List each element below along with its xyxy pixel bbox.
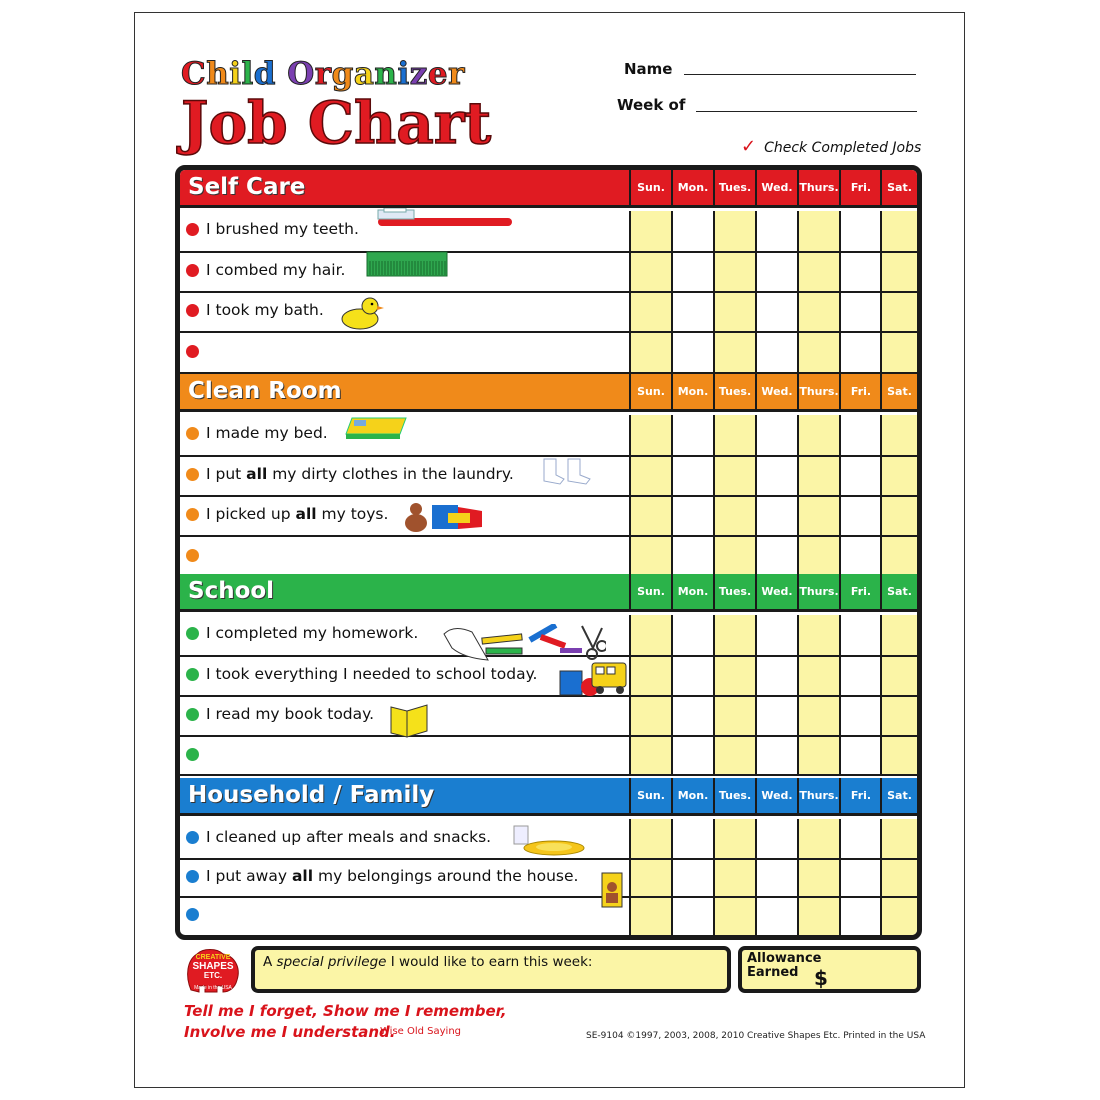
week-of-line[interactable] <box>696 111 917 112</box>
task-row <box>180 497 917 537</box>
day-header: Thurs. <box>797 170 839 205</box>
check-cell-thurs[interactable] <box>797 860 839 896</box>
name-line[interactable] <box>684 74 916 75</box>
bullet-icon <box>186 831 199 844</box>
check-legend <box>741 136 921 157</box>
day-header: Sun. <box>629 374 671 409</box>
plate-icon <box>510 824 590 860</box>
logo-line4: Made in the USA <box>194 985 232 991</box>
day-header: Thurs. <box>797 778 839 813</box>
check-cell-sat[interactable] <box>880 657 917 695</box>
special-privilege-box[interactable] <box>251 946 731 993</box>
task-label: I combed my hair. <box>206 261 346 279</box>
check-cell-sat[interactable] <box>880 537 917 576</box>
bullet-icon <box>186 508 199 521</box>
bullet-icon <box>186 468 199 481</box>
check-cell-sat[interactable] <box>880 211 917 251</box>
check-cell-sun[interactable] <box>629 737 671 774</box>
check-cell-thurs[interactable] <box>797 697 839 735</box>
day-header: Tues. <box>713 574 755 609</box>
bullet-icon <box>186 264 199 277</box>
check-cell-sat[interactable] <box>880 457 917 495</box>
check-cell-wed[interactable] <box>755 819 797 858</box>
allowance-box[interactable] <box>738 946 921 993</box>
task-cell <box>180 898 629 936</box>
bus-icon <box>558 661 628 701</box>
task-label: I completed my homework. <box>206 624 419 642</box>
day-header: Thurs. <box>797 574 839 609</box>
check-cell-sun[interactable] <box>629 457 671 495</box>
bullet-icon <box>186 708 199 721</box>
toothbrush-icon <box>376 208 516 234</box>
title-child-organizer: Child Organizer <box>181 56 465 92</box>
check-cell-sun[interactable] <box>629 211 671 251</box>
check-cell-fri[interactable] <box>839 457 881 495</box>
check-cell-tues[interactable] <box>713 211 755 251</box>
bullet-icon <box>186 748 199 761</box>
task-row <box>180 333 917 374</box>
task-label: I made my bed. <box>206 424 328 442</box>
task-row <box>180 211 917 253</box>
bullet-icon <box>186 304 199 317</box>
section-title: Clean Room <box>188 378 342 404</box>
section-header <box>180 374 917 412</box>
check-cell-sun[interactable] <box>629 860 671 896</box>
check-cell-mon[interactable] <box>671 737 713 774</box>
task-row <box>180 293 917 333</box>
allowance-label: Allowance Earned <box>747 951 822 980</box>
task-label: I put all my dirty clothes in the laundry. <box>206 465 514 483</box>
task-row <box>180 657 917 697</box>
check-cell-sun[interactable] <box>629 497 671 535</box>
blank-task-field[interactable] <box>206 541 616 572</box>
check-cell-sat[interactable] <box>880 415 917 455</box>
check-cell-sun[interactable] <box>629 615 671 655</box>
blank-task-field[interactable] <box>206 337 616 368</box>
check-cell-fri[interactable] <box>839 737 881 774</box>
task-label: I took my bath. <box>206 301 324 319</box>
bed-icon <box>344 414 408 446</box>
bullet-icon <box>186 549 199 562</box>
check-cell-fri[interactable] <box>839 819 881 858</box>
day-header: Fri. <box>839 170 881 205</box>
check-cell-thurs[interactable] <box>797 898 839 936</box>
task-row <box>180 253 917 293</box>
day-header: Sat. <box>880 170 917 205</box>
check-cell-thurs[interactable] <box>797 497 839 535</box>
check-cell-mon[interactable] <box>671 415 713 455</box>
check-cell-sun[interactable] <box>629 819 671 858</box>
motto-line1: Tell me I forget, Show me I remember, <box>184 1002 507 1020</box>
task-cell <box>180 537 629 576</box>
day-header: Mon. <box>671 574 713 609</box>
check-cell-mon[interactable] <box>671 898 713 936</box>
check-cell-wed[interactable] <box>755 697 797 735</box>
check-cell-fri[interactable] <box>839 860 881 896</box>
day-header: Fri. <box>839 574 881 609</box>
task-row <box>180 860 917 898</box>
day-header: Wed. <box>755 170 797 205</box>
task-cell <box>180 497 629 535</box>
check-cell-wed[interactable] <box>755 537 797 576</box>
section-household-family <box>180 778 917 936</box>
day-header: Wed. <box>755 374 797 409</box>
check-cell-fri[interactable] <box>839 211 881 251</box>
copyright-footer: SE-9104 ©1997, 2003, 2008, 2010 Creative Shapes Etc. Printed in the USA <box>586 1031 926 1041</box>
check-cell-sat[interactable] <box>880 898 917 936</box>
creative-shapes-logo <box>183 946 243 996</box>
check-cell-mon[interactable] <box>671 293 713 331</box>
check-cell-sat[interactable] <box>880 497 917 535</box>
name-label: Name <box>624 60 673 78</box>
check-cell-tues[interactable] <box>713 457 755 495</box>
logo-line1: CREATIVE <box>195 954 231 961</box>
task-cell <box>180 819 629 858</box>
check-cell-sun[interactable] <box>629 293 671 331</box>
check-cell-sun[interactable] <box>629 333 671 372</box>
job-chart-grid <box>175 165 922 940</box>
check-cell-mon[interactable] <box>671 537 713 576</box>
check-cell-sat[interactable] <box>880 253 917 291</box>
section-self-care <box>180 170 917 374</box>
day-header: Wed. <box>755 778 797 813</box>
check-cell-wed[interactable] <box>755 860 797 896</box>
title-job-chart: Job Chart <box>181 89 492 157</box>
task-row <box>180 737 917 776</box>
section-header <box>180 170 917 208</box>
check-legend-text: Check Completed Jobs <box>764 140 922 156</box>
bullet-icon <box>186 345 199 358</box>
day-header: Sun. <box>629 778 671 813</box>
check-cell-mon[interactable] <box>671 697 713 735</box>
check-cell-sun[interactable] <box>629 415 671 455</box>
day-header: Sun. <box>629 574 671 609</box>
check-cell-wed[interactable] <box>755 737 797 774</box>
task-label: I picked up all my toys. <box>206 505 389 523</box>
check-cell-mon[interactable] <box>671 333 713 372</box>
check-cell-sun[interactable] <box>629 253 671 291</box>
check-cell-mon[interactable] <box>671 497 713 535</box>
task-label: I cleaned up after meals and snacks. <box>206 827 492 846</box>
check-cell-mon[interactable] <box>671 615 713 655</box>
check-cell-sat[interactable] <box>880 860 917 896</box>
check-cell-sun[interactable] <box>629 697 671 735</box>
check-cell-tues[interactable] <box>713 819 755 858</box>
bullet-icon <box>186 668 199 681</box>
check-cell-mon[interactable] <box>671 457 713 495</box>
check-cell-wed[interactable] <box>755 415 797 455</box>
task-cell <box>180 657 629 695</box>
check-cell-fri[interactable] <box>839 497 881 535</box>
check-cell-wed[interactable] <box>755 457 797 495</box>
check-cell-fri[interactable] <box>839 293 881 331</box>
task-cell <box>180 253 629 291</box>
check-cell-fri[interactable] <box>839 898 881 936</box>
day-header: Thurs. <box>797 374 839 409</box>
check-cell-fri[interactable] <box>839 333 881 372</box>
special-privilege-label: A special privilege I would like to earn this week: <box>263 954 593 970</box>
blank-task-field[interactable] <box>206 741 616 770</box>
logo-line3: ETC. <box>203 971 223 980</box>
section-title: Household / Family <box>188 782 435 808</box>
check-cell-sat[interactable] <box>880 293 917 331</box>
task-row <box>180 819 917 860</box>
check-cell-tues[interactable] <box>713 898 755 936</box>
check-cell-thurs[interactable] <box>797 537 839 576</box>
bullet-icon <box>186 870 199 883</box>
task-label: I read my book today. <box>206 705 375 723</box>
check-cell-sat[interactable] <box>880 333 917 372</box>
check-cell-fri[interactable] <box>839 697 881 735</box>
check-cell-fri[interactable] <box>839 615 881 655</box>
socks-icon <box>538 457 594 489</box>
check-cell-thurs[interactable] <box>797 457 839 495</box>
checkmark-icon: ✓ <box>741 136 757 157</box>
check-cell-tues[interactable] <box>713 415 755 455</box>
task-label: I put away all my belongings around the house. <box>206 867 579 885</box>
task-row <box>180 457 917 497</box>
day-header: Tues. <box>713 778 755 813</box>
check-cell-sat[interactable] <box>880 615 917 655</box>
motto-attribution: Wise Old Saying <box>380 1026 462 1037</box>
task-cell <box>180 697 629 735</box>
bullet-icon <box>186 627 199 640</box>
check-cell-sat[interactable] <box>880 819 917 858</box>
check-cell-tues[interactable] <box>713 253 755 291</box>
task-cell <box>180 333 629 372</box>
motto-line2: Involve me I understand. <box>184 1023 396 1041</box>
check-cell-tues[interactable] <box>713 860 755 896</box>
check-cell-mon[interactable] <box>671 253 713 291</box>
day-header: Fri. <box>839 778 881 813</box>
check-cell-thurs[interactable] <box>797 211 839 251</box>
check-cell-thurs[interactable] <box>797 819 839 858</box>
check-cell-tues[interactable] <box>713 497 755 535</box>
check-cell-wed[interactable] <box>755 898 797 936</box>
section-header <box>180 778 917 816</box>
check-cell-tues[interactable] <box>713 333 755 372</box>
task-cell <box>180 737 629 774</box>
check-cell-tues[interactable] <box>713 537 755 576</box>
task-row <box>180 615 917 657</box>
check-cell-tues[interactable] <box>713 697 755 735</box>
day-header: Wed. <box>755 574 797 609</box>
check-cell-thurs[interactable] <box>797 737 839 774</box>
check-cell-mon[interactable] <box>671 819 713 858</box>
task-row <box>180 537 917 578</box>
task-cell <box>180 293 629 331</box>
day-header: Mon. <box>671 374 713 409</box>
check-cell-mon[interactable] <box>671 860 713 896</box>
toys-icon <box>402 501 484 537</box>
check-cell-thurs[interactable] <box>797 415 839 455</box>
check-cell-mon[interactable] <box>671 657 713 695</box>
check-cell-fri[interactable] <box>839 253 881 291</box>
day-header: Mon. <box>671 778 713 813</box>
check-cell-tues[interactable] <box>713 293 755 331</box>
bullet-icon <box>186 427 199 440</box>
dollar-sign: $ <box>814 966 828 990</box>
check-cell-wed[interactable] <box>755 333 797 372</box>
task-label: I brushed my teeth. <box>206 220 359 238</box>
check-cell-thurs[interactable] <box>797 657 839 695</box>
check-cell-wed[interactable] <box>755 211 797 251</box>
week-of-label: Week of <box>617 96 686 114</box>
blank-task-field[interactable] <box>206 902 616 930</box>
check-cell-fri[interactable] <box>839 415 881 455</box>
section-clean-room <box>180 374 917 578</box>
check-cell-sun[interactable] <box>629 657 671 695</box>
day-header: Fri. <box>839 374 881 409</box>
section-title: Self Care <box>188 174 306 200</box>
section-school <box>180 574 917 776</box>
check-cell-thurs[interactable] <box>797 333 839 372</box>
duck-icon <box>340 295 384 335</box>
check-cell-tues[interactable] <box>713 737 755 774</box>
bullet-icon <box>186 223 199 236</box>
check-cell-thurs[interactable] <box>797 615 839 655</box>
bullet-icon <box>186 908 199 921</box>
task-cell <box>180 211 629 251</box>
task-cell <box>180 615 629 655</box>
check-cell-sat[interactable] <box>880 697 917 735</box>
check-cell-fri[interactable] <box>839 537 881 576</box>
check-cell-fri[interactable] <box>839 657 881 695</box>
check-cell-thurs[interactable] <box>797 253 839 291</box>
check-cell-sun[interactable] <box>629 898 671 936</box>
day-header: Sat. <box>880 574 917 609</box>
day-header: Sat. <box>880 778 917 813</box>
check-cell-tues[interactable] <box>713 657 755 695</box>
day-header: Tues. <box>713 374 755 409</box>
task-row <box>180 415 917 457</box>
check-cell-wed[interactable] <box>755 615 797 655</box>
day-header: Sat. <box>880 374 917 409</box>
logo-line2: SHAPES <box>192 961 234 972</box>
comb-icon <box>366 251 448 281</box>
task-cell <box>180 457 629 495</box>
task-cell <box>180 415 629 455</box>
task-label: I took everything I needed to school today. <box>206 665 538 683</box>
check-cell-thurs[interactable] <box>797 293 839 331</box>
check-cell-wed[interactable] <box>755 497 797 535</box>
task-row <box>180 898 917 936</box>
check-cell-mon[interactable] <box>671 211 713 251</box>
day-header: Sun. <box>629 170 671 205</box>
task-row <box>180 697 917 737</box>
check-cell-wed[interactable] <box>755 293 797 331</box>
check-cell-wed[interactable] <box>755 657 797 695</box>
day-header: Tues. <box>713 170 755 205</box>
check-cell-sat[interactable] <box>880 737 917 774</box>
check-cell-wed[interactable] <box>755 253 797 291</box>
section-title: School <box>188 578 275 604</box>
section-header <box>180 574 917 612</box>
task-cell <box>180 860 629 896</box>
check-cell-tues[interactable] <box>713 615 755 655</box>
day-header: Mon. <box>671 170 713 205</box>
check-cell-sun[interactable] <box>629 537 671 576</box>
